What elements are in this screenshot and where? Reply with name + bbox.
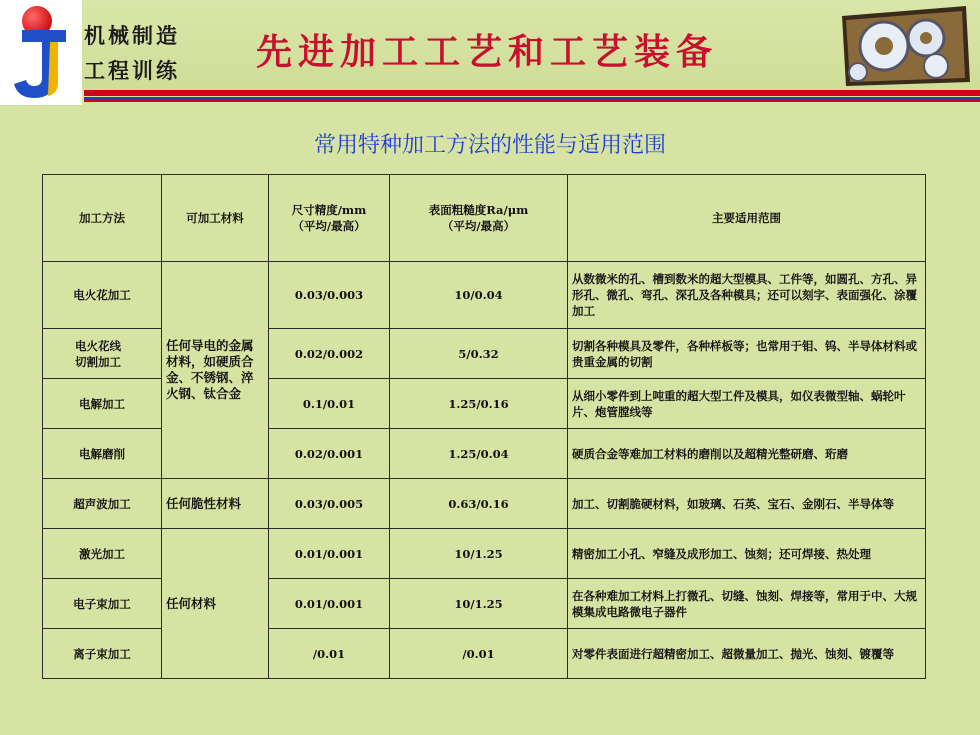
cell-precision: 0.1/0.01 (269, 379, 390, 429)
cell-roughness: 10/0.04 (390, 262, 568, 329)
cell-scope: 对零件表面进行超精密加工、超微量加工、抛光、蚀刻、镀覆等 (568, 629, 926, 679)
cell-scope: 切割各种模具及零件，各种样板等；也常用于钼、钨、半导体材料或贵重金属的切割 (568, 329, 926, 379)
cell-precision: 0.03/0.005 (269, 479, 390, 529)
header-roughness (390, 175, 568, 262)
page-title: 先进加工工艺和工艺装备 (256, 32, 719, 73)
cell-precision: /0.01 (269, 629, 390, 679)
header-method: 加工方法 (43, 175, 162, 262)
header-precision-line2: （平均/最高） (292, 219, 366, 233)
cell-precision: 0.03/0.003 (269, 262, 390, 329)
cell-precision: 0.02/0.002 (269, 329, 390, 379)
cell-roughness: 1.25/0.16 (390, 379, 568, 429)
cell-scope: 加工、切割脆硬材料，如玻璃、石英、宝石、金刚石、半导体等 (568, 479, 926, 529)
header-roughness-line2: （平均/最高） (441, 219, 516, 233)
table-header-row (43, 175, 926, 262)
cell-material-group: 任何材料 (162, 529, 269, 679)
cell-roughness: 10/1.25 (390, 579, 568, 629)
logo-j-icon (10, 22, 74, 100)
cell-roughness: 10/1.25 (390, 529, 568, 579)
methods-table (42, 174, 926, 679)
cell-roughness: 0.63/0.16 (390, 479, 568, 529)
cell-method: 电子束加工 (43, 579, 162, 629)
cell-scope: 在各种难加工材料上打微孔、切缝、蚀刻、焊接等，常用于中、大规模集成电路微电子器件 (568, 579, 926, 629)
cell-method: 电火花线切割加工 (43, 329, 162, 379)
cell-precision: 0.02/0.001 (269, 429, 390, 479)
table-title: 常用特种加工方法的性能与适用范围 (313, 133, 666, 158)
cell-roughness: 5/0.32 (390, 329, 568, 379)
header-stripe-red-thin (84, 100, 980, 102)
header-precision-line1: 尺寸精度/mm (291, 203, 367, 217)
cell-roughness: 1.25/0.04 (390, 429, 568, 479)
cell-precision: 0.01/0.001 (269, 529, 390, 579)
header-scope: 主要适用范围 (568, 175, 926, 262)
cell-method: 超声波加工 (43, 479, 162, 529)
cell-method: 激光加工 (43, 529, 162, 579)
cell-scope: 硬质合金等难加工材料的磨削以及超精光整研磨、珩磨 (568, 429, 926, 479)
cell-precision: 0.01/0.001 (269, 579, 390, 629)
cell-material-group: 任何脆性材料 (162, 479, 269, 529)
table-row (43, 479, 926, 529)
cell-scope: 精密加工小孔、窄缝及成形加工、蚀刻；还可焊接、热处理 (568, 529, 926, 579)
org-name-line-2: 工程训练 (84, 59, 180, 83)
cell-scope: 从细小零件到上吨重的超大型工件及模具，如仪表微型轴、蜗轮叶片、炮管膛线等 (568, 379, 926, 429)
cell-method: 电解加工 (43, 379, 162, 429)
org-name-line-1: 机械制造 (84, 24, 180, 48)
cell-scope: 从数微米的孔、槽到数米的超大型模具、工件等，如圆孔、方孔、异形孔、微孔、弯孔、深孔及各种模具；还可以刻字、表面强化、涂覆加工 (568, 262, 926, 329)
header-roughness-line1: 表面粗糙度Ra/μm (428, 203, 529, 217)
cell-method: 电火花加工 (43, 262, 162, 329)
header-material: 可加工材料 (162, 175, 269, 262)
cell-method: 电解磨削 (43, 429, 162, 479)
header-precision (269, 175, 390, 262)
table-row (43, 529, 926, 579)
cell-method: 离子束加工 (43, 629, 162, 679)
header-stripe-red (84, 90, 980, 96)
logo (0, 0, 82, 105)
gears-illustration-icon (836, 2, 974, 88)
cell-roughness: /0.01 (390, 629, 568, 679)
cell-material-group: 任何导电的金属材料，如硬质合金、不锈钢、淬火钢、钛合金 (162, 262, 269, 479)
table-row (43, 262, 926, 329)
